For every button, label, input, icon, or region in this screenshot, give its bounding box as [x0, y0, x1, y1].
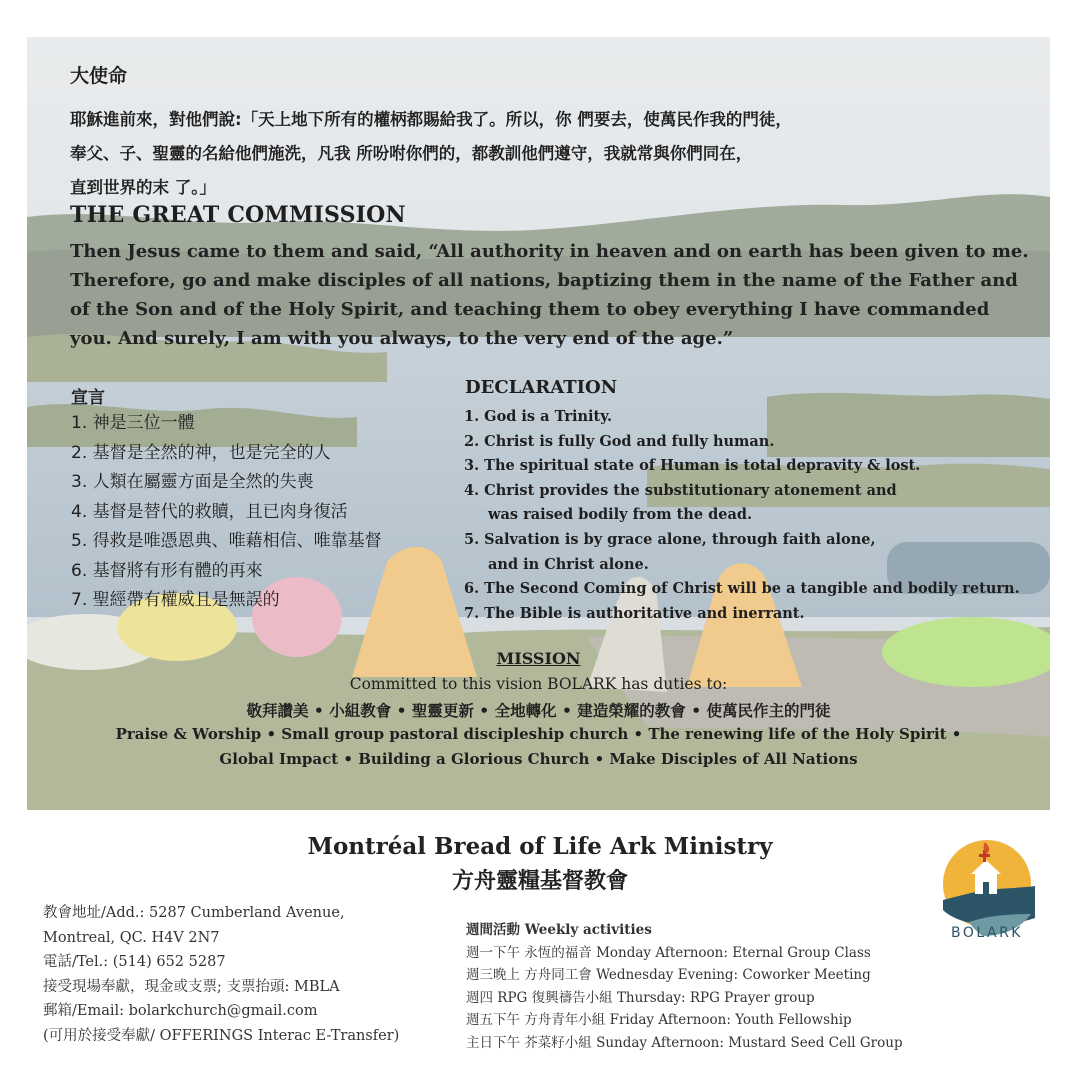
address-line: Montreal, QC. H4V 2N7 — [43, 929, 220, 946]
list-item-continuation: and in Christ alone. — [488, 555, 649, 573]
en-line: of the Son and of the Holy Spirit, and teaching them to obey everything I have commanded — [70, 299, 990, 320]
organization-name-zh: 方舟靈糧基督教會 — [451, 869, 628, 894]
zh-line: 直到世界的末 了。」 — [70, 178, 216, 197]
offering-line: 接受現場奉獻，現金或支票; 支票抬頭: MBLA — [43, 978, 340, 995]
weekly-activities-title: 週間活動 Weekly activities — [466, 922, 652, 938]
list-item: 2. 基督是全然的神，也是完全的人 — [71, 442, 331, 463]
list-item: 7. The Bible is authoritative and inerrant. — [464, 604, 805, 622]
list-item: 5. 得救是唯憑恩典、唯藉相信、唯靠基督 — [71, 531, 382, 551]
etransfer-line: (可用於接受奉獻/ OFFERINGS Interac E-Transfer) — [43, 1027, 400, 1044]
list-item: 6. 基督將有形有體的再來 — [71, 560, 263, 581]
declaration-en-title: DECLARATION — [465, 377, 618, 398]
bolark-logo-text: BOLARK — [951, 925, 1023, 941]
declaration-zh-title: 宣言 — [71, 388, 105, 408]
list-item: 3. 人類在屬靈方面是全然的失喪 — [71, 472, 314, 492]
declaration-zh-list — [71, 409, 382, 616]
address-line: 教會地址/Add.: 5287 Cumberland Avenue, — [43, 905, 345, 921]
weekly-activities — [466, 919, 903, 1054]
great-commission-zh-title: 大使命 — [70, 65, 128, 87]
activity-item: 週一下午 永恆的福音 Monday Afternoon: Eternal Group Class — [466, 944, 871, 961]
email-line: 郵箱/Email: bolarkchurch@gmail.com — [43, 1003, 318, 1019]
en-line: Then Jesus came to them and said, “All authority in heaven and on earth has been given to me. — [70, 241, 1029, 262]
zh-line: 奉父、子、聖靈的名給他們施洗，凡我 所吩咐你們的，都教訓他們遵守，我就常與你們同在， — [70, 144, 753, 163]
activity-item: 主日下午 芥菜籽小組 Sunday Afternoon: Mustard Seed Cell Group — [466, 1034, 903, 1051]
declaration-en-list — [464, 405, 1020, 626]
great-commission-zh-text — [70, 103, 792, 205]
en-line: you. And surely, I am with you always, to the very end of the age.” — [70, 328, 734, 349]
list-item: 4. 基督是替代的救贖，且已肉身復活 — [71, 501, 348, 522]
great-commission-en-title: THE GREAT COMMISSION — [70, 202, 406, 228]
lake-kayak-photo-panel — [27, 37, 1050, 810]
zh-line: 耶穌進前來，對他們說:「天上地下所有的權柄都賜給我了。所以，你 們要去，使萬民作我的門徒， — [70, 110, 792, 129]
list-item: 6. The Second Coming of Christ will be a tangible and bodily return. — [464, 580, 1020, 598]
list-item-continuation: was raised bodily from the dead. — [488, 506, 753, 524]
activity-item: 週五下午 方舟青年小組 Friday Afternoon: Youth Fellowship — [466, 1012, 852, 1028]
mission-title: MISSION — [496, 649, 581, 668]
en-line: Therefore, go and make disciples of all nations, baptizing them in the name of the Father and — [70, 270, 1018, 291]
activity-item: 週三晚上 方舟同工會 Wednesday Evening: Coworker Meeting — [466, 967, 871, 983]
mission-subtitle: Committed to this vision BOLARK has duties to: — [349, 675, 728, 693]
phone-line: 電話/Tel.: (514) 652 5287 — [43, 954, 226, 970]
list-item: 5. Salvation is by grace alone, through faith alone, — [464, 530, 876, 548]
organization-name-en: Montréal Bread of Life Ark Ministry — [307, 833, 773, 860]
list-item: 1. God is a Trinity. — [464, 408, 613, 425]
mission-en-duties-line-1: Praise & Worship • Small group pastoral discipleship church • The renewing life of the Holy Spirit • — [115, 725, 962, 743]
mission-en-duties-line-2: Global Impact • Building a Glorious Church • Make Disciples of All Nations — [219, 750, 858, 768]
activity-item: 週四 RPG 復興禱告小組 Thursday: RPG Prayer group — [466, 989, 815, 1006]
list-item: 7. 聖經帶有權威且是無誤的 — [71, 590, 280, 610]
list-item: 3. The spiritual state of Human is total depravity & lost. — [464, 457, 921, 475]
mission-zh-duties: 敬拜讚美 • 小組教會 • 聖靈更新 • 全地轉化 • 建造榮耀的教會 • 使萬民作主的門徒 — [246, 702, 831, 720]
great-commission-en-text — [70, 237, 1029, 353]
contact-info — [43, 901, 399, 1048]
list-item: 2. Christ is fully God and fully human. — [464, 432, 775, 450]
list-item: 4. Christ provides the substitutionary atonement and — [464, 481, 897, 499]
list-item: 1. 神是三位一體 — [71, 413, 195, 433]
